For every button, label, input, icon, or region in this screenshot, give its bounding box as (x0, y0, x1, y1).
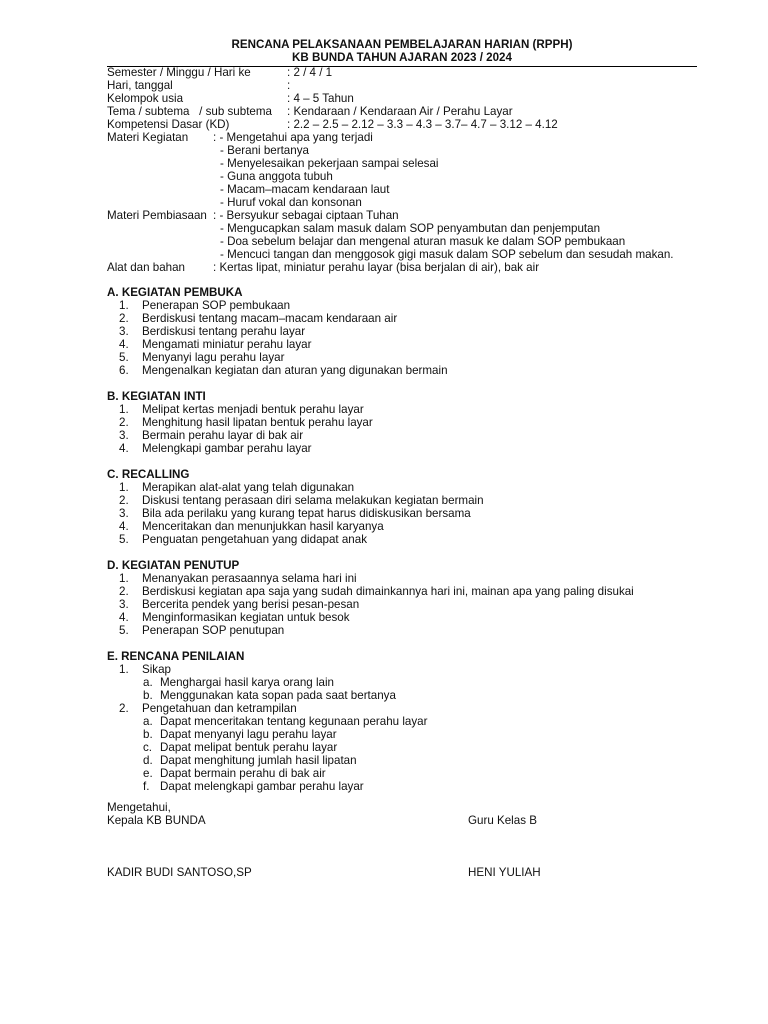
meta-value: : 4 – 5 Tahun (287, 92, 354, 105)
item-text: Penerapan SOP penutupan (142, 624, 285, 637)
item-text: Bermain perahu layar di bak air (142, 429, 304, 442)
item-text: Mengenalkan kegiatan dan aturan yang digunakan bermain (142, 364, 448, 377)
item-letter: d. (143, 754, 153, 767)
list-item (107, 351, 707, 364)
list-item (107, 429, 707, 442)
meta-kelompok (107, 92, 707, 105)
document-subtitle: KB BUNDA TAHUN AJARAN 2023 / 2024 (292, 51, 512, 64)
item-number: 1. (119, 299, 129, 312)
item-number: 1. (119, 663, 129, 676)
meta-label: Tema / subtema / sub subtema (107, 105, 272, 118)
signature-line (107, 814, 707, 827)
item-number: 3. (119, 598, 129, 611)
item-text: Dapat menyanyi lagu perahu layar (160, 728, 337, 741)
meta-value: : Kertas lipat, miniatur perahu layar (bisa berjalan di air), bak air (213, 261, 540, 274)
meta-semester (107, 66, 707, 79)
list-item (107, 312, 707, 325)
item-text: Dapat menceritakan tentang kegunaan perahu layar (160, 715, 428, 728)
signature-guru-title: Guru Kelas B (468, 814, 537, 827)
meta-alat (107, 261, 707, 274)
meta-label: Kelompok usia (107, 92, 184, 105)
item-text: Menyanyi lagu perahu layar (142, 351, 285, 364)
meta-value: : 2.2 – 2.5 – 2.12 – 3.3 – 4.3 – 3.7– 4.7 – 3.12 – 4.12 (287, 118, 558, 131)
item-text: Melipat kertas menjadi bentuk perahu layar (142, 403, 364, 416)
item-text: Merapikan alat-alat yang telah digunakan (142, 481, 355, 494)
list-item (107, 183, 707, 196)
list-item (107, 767, 707, 780)
meta-value: : Kendaraan / Kendaraan Air / Perahu Layar (287, 105, 513, 118)
item-letter: a. (143, 676, 153, 689)
item-letter: b. (143, 728, 153, 741)
item-number: 3. (119, 507, 129, 520)
meta-subitem: - Mencuci tangan dan menggosok gigi masuk dalam SOP sebelum dan sesudah makan. (220, 248, 674, 261)
meta-label: Kompetensi Dasar (KD) (107, 118, 230, 131)
item-text: Penerapan SOP pembukaan (142, 299, 291, 312)
meta-value: : 2 / 4 / 1 (287, 66, 333, 79)
list-item (107, 533, 707, 546)
list-item (107, 728, 707, 741)
item-text: Menanyakan perasaannya selama hari ini (142, 572, 357, 585)
item-number: 5. (119, 533, 129, 546)
section-title: B. KEGIATAN INTI (107, 390, 206, 403)
item-text: Diskusi tentang perasaan diri selama melakukan kegiatan bermain (142, 494, 484, 507)
item-text: Bila ada perilaku yang kurang tepat harus didiskusikan bersama (142, 507, 471, 520)
item-text: Menceritakan dan menunjukkan hasil karyanya (142, 520, 384, 533)
meta-label: Semester / Minggu / Hari ke (107, 66, 251, 79)
list-item (107, 663, 707, 676)
item-text: Bercerita pendek yang berisi pesan-pesan (142, 598, 360, 611)
list-item (107, 481, 707, 494)
item-number: 3. (119, 325, 129, 338)
list-item (107, 754, 707, 767)
item-text: Dapat melengkapi gambar perahu layar (160, 780, 364, 793)
item-text: Menginformasikan kegiatan untuk besok (142, 611, 350, 624)
list-item (107, 624, 707, 637)
item-text: Sikap (142, 663, 172, 676)
item-number: 2. (119, 494, 129, 507)
meta-label: Materi Kegiatan (107, 131, 189, 144)
meta-subitem: - Berani bertanya (220, 144, 309, 157)
list-item (107, 598, 707, 611)
item-number: 4. (119, 442, 129, 455)
item-text: Dapat bermain perahu di bak air (160, 767, 326, 780)
section-title: D. KEGIATAN PENUTUP (107, 559, 240, 572)
signature-kepala-title: Kepala KB BUNDA (107, 814, 206, 827)
list-item (107, 144, 707, 157)
list-item (107, 170, 707, 183)
item-number: 2. (119, 312, 129, 325)
list-item (107, 572, 707, 585)
list-item (107, 611, 707, 624)
meta-value: : - Mengetahui apa yang terjadi (213, 131, 373, 144)
list-item (107, 235, 707, 248)
signature-spacer (107, 853, 707, 866)
document-title: RENCANA PELAKSANAAN PEMBELAJARAN HARIAN (RPPH) (231, 38, 573, 51)
list-item (107, 364, 707, 377)
meta-subitem: - Doa sebelum belajar dan mengenal aturan masuk ke dalam SOP pembukaan (220, 235, 626, 248)
section-pembuka (107, 286, 707, 377)
item-text: Menghargai hasil karya orang lain (160, 676, 335, 689)
list-item (107, 442, 707, 455)
meta-materi-kegiatan (107, 131, 707, 144)
item-number: 1. (119, 403, 129, 416)
meta-block (107, 66, 707, 274)
section-recalling (107, 468, 707, 546)
sections-block (107, 286, 707, 806)
item-number: 5. (119, 351, 129, 364)
list-item (107, 248, 707, 261)
signature-spacer (107, 827, 707, 840)
signature-block (107, 801, 707, 879)
list-item (107, 222, 707, 235)
item-number: 2. (119, 702, 129, 715)
item-number: 4. (119, 611, 129, 624)
list-item (107, 157, 707, 170)
signature-line (107, 801, 707, 814)
item-number: 1. (119, 481, 129, 494)
meta-subitem: - Guna anggota tubuh (220, 170, 333, 183)
list-item (107, 780, 707, 793)
item-letter: c. (143, 741, 153, 754)
signature-mengetahui: Mengetahui, (107, 801, 171, 814)
meta-materi-pembiasaan (107, 209, 707, 222)
meta-subitem: - Macam–macam kendaraan laut (220, 183, 390, 196)
item-number: 4. (119, 520, 129, 533)
item-number: 2. (119, 585, 129, 598)
meta-label: Alat dan bahan (107, 261, 186, 274)
signature-line (107, 866, 707, 879)
list-item (107, 325, 707, 338)
list-item (107, 507, 707, 520)
list-item (107, 520, 707, 533)
meta-subitem: - Menyelesaikan pekerjaan sampai selesai (220, 157, 439, 170)
signature-spacer (107, 840, 707, 853)
list-item (107, 196, 707, 209)
section-title: A. KEGIATAN PEMBUKA (107, 286, 243, 299)
item-text: Pengetahuan dan ketrampilan (142, 702, 297, 715)
list-item (107, 338, 707, 351)
list-item (107, 741, 707, 754)
section-title: E. RENCANA PENILAIAN (107, 650, 245, 663)
meta-hari (107, 79, 707, 92)
list-item (107, 689, 707, 702)
item-text: Berdiskusi tentang macam–macam kendaraan air (142, 312, 398, 325)
list-item (107, 299, 707, 312)
meta-subitem: - Huruf vokal dan konsonan (220, 196, 362, 209)
item-letter: f. (143, 780, 150, 793)
item-text: Menggunakan kata sopan pada saat bertanya (160, 689, 396, 702)
signature-guru-name: HENI YULIAH (468, 866, 541, 879)
item-letter: a. (143, 715, 153, 728)
meta-label: Hari, tanggal (107, 79, 173, 92)
signature-kepala-name: KADIR BUDI SANTOSO,SP (107, 866, 252, 879)
list-item (107, 494, 707, 507)
document-header (107, 38, 697, 64)
item-text: Menghitung hasil lipatan bentuk perahu layar (142, 416, 373, 429)
item-text: Dapat menghitung jumlah hasil lipatan (160, 754, 357, 767)
section-penutup (107, 559, 707, 637)
meta-label: Materi Pembiasaan (107, 209, 207, 222)
meta-value: : (287, 79, 291, 92)
section-inti (107, 390, 707, 455)
list-item (107, 676, 707, 689)
section-title: C. RECALLING (107, 468, 190, 481)
list-item (107, 702, 707, 715)
section-penilaian (107, 650, 707, 793)
list-item (107, 715, 707, 728)
list-item (107, 403, 707, 416)
meta-subitem: - Mengucapkan salam masuk dalam SOP penyambutan dan penjemputan (220, 222, 601, 235)
meta-tema (107, 105, 707, 118)
item-text: Mengamati miniatur perahu layar (142, 338, 312, 351)
item-text: Melengkapi gambar perahu layar (142, 442, 312, 455)
item-number: 1. (119, 572, 129, 585)
item-letter: b. (143, 689, 153, 702)
item-number: 4. (119, 338, 129, 351)
item-text: Berdiskusi tentang perahu layar (142, 325, 306, 338)
item-number: 2. (119, 416, 129, 429)
item-text: Berdiskusi kegiatan apa saja yang sudah dimainkannya hari ini, mainan apa yang paling disukai (142, 585, 634, 598)
item-number: 5. (119, 624, 129, 637)
item-text: Dapat melipat bentuk perahu layar (160, 741, 338, 754)
meta-kd (107, 118, 707, 131)
item-text: Penguatan pengetahuan yang didapat anak (142, 533, 367, 546)
item-number: 6. (119, 364, 129, 377)
item-letter: e. (143, 767, 153, 780)
list-item (107, 585, 707, 598)
meta-value: : - Bersyukur sebagai ciptaan Tuhan (213, 209, 399, 222)
item-number: 3. (119, 429, 129, 442)
list-item (107, 416, 707, 429)
